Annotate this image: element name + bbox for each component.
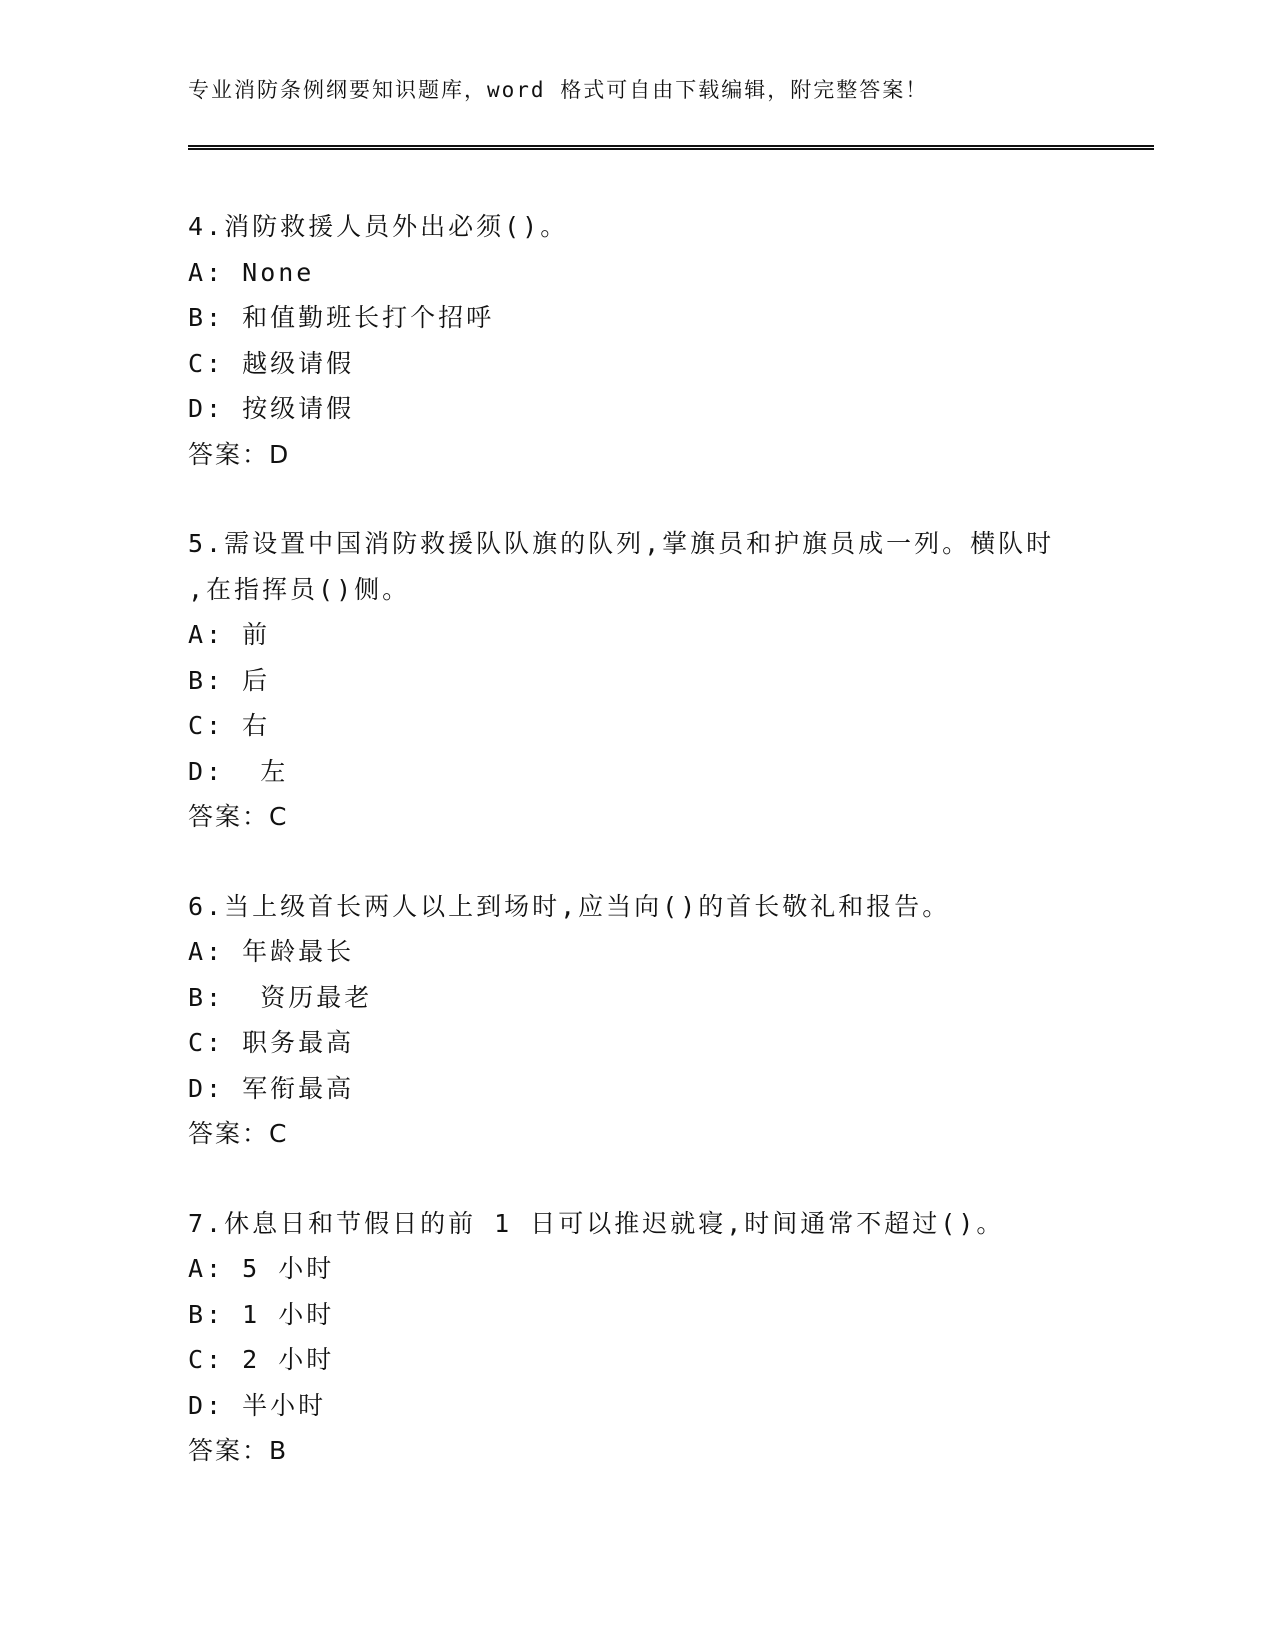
- question-stem-continued: ,在指挥员()侧。: [188, 574, 411, 604]
- question-5: [188, 521, 1088, 840]
- option-b: B: 资历最老: [188, 982, 373, 1012]
- option-c: C: 越级请假: [188, 348, 355, 378]
- question-stem: 7.休息日和节假日的前 1 日可以推迟就寝,时间通常不超过()。: [188, 1208, 1005, 1238]
- option-a: A: 5 小时: [188, 1254, 335, 1283]
- option-a: A: None: [188, 257, 315, 287]
- option-c: C: 2 小时: [188, 1345, 335, 1374]
- page-header: 专业消防条例纲要知识题库，word 格式可自由下载编辑，附完整答案！: [188, 78, 929, 102]
- question-stem: 5.需设置中国消防救援队队旗的队列,掌旗员和护旗员成一列。横队时: [188, 529, 1055, 558]
- question-stem: 6.当上级首长两人以上到场时,应当向()的首长敬礼和报告。: [188, 891, 951, 921]
- option-b: B: 和值勤班长打个招呼: [188, 303, 495, 332]
- answer-line: 答案：D: [188, 439, 291, 469]
- option-d: D: 左: [188, 756, 289, 786]
- option-c: C: 右: [188, 711, 271, 740]
- option-d: D: 半小时: [188, 1390, 327, 1420]
- option-c: C: 职务最高: [188, 1028, 355, 1057]
- option-a: A: 前: [188, 620, 271, 649]
- option-a: A: 年龄最长: [188, 937, 355, 966]
- question-6: [188, 884, 1088, 1157]
- question-list: [188, 204, 1088, 1518]
- header-divider: [188, 145, 1154, 150]
- question-7: [188, 1201, 1088, 1474]
- option-b: B: 后: [188, 665, 271, 695]
- question-4: [188, 204, 1088, 477]
- question-stem: 4.消防救援人员外出必须()。: [188, 212, 569, 241]
- option-d: D: 按级请假: [188, 394, 355, 423]
- answer-line: 答案：C: [188, 1119, 289, 1148]
- option-b: B: 1 小时: [188, 1299, 335, 1329]
- option-d: D: 军衔最高: [188, 1073, 355, 1103]
- answer-line: 答案：B: [188, 1436, 289, 1465]
- answer-line: 答案：C: [188, 802, 289, 831]
